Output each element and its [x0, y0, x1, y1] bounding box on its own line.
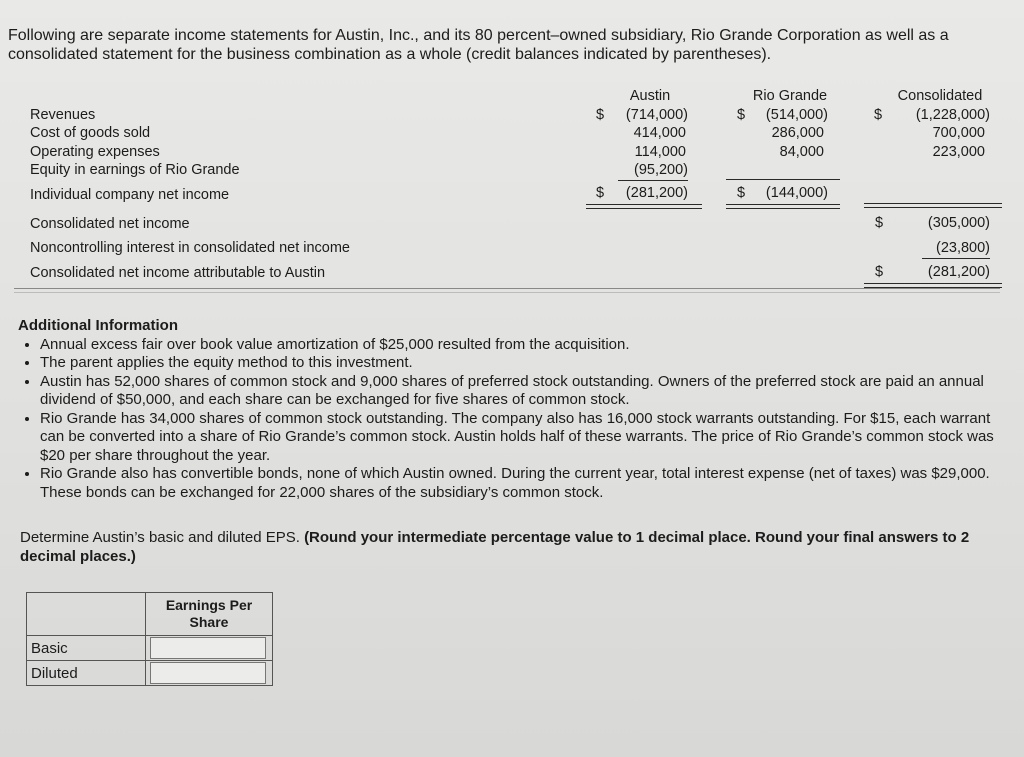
- row-label-attributable-to-austin: Consolidated net income attributable to Austin: [30, 265, 326, 281]
- question-prompt: [20, 528, 1000, 566]
- austin-revenues: (714,000): [625, 107, 688, 123]
- cons-cogs: 700,000: [932, 125, 985, 141]
- cons-opex: 223,000: [932, 144, 985, 160]
- eps-row-label-diluted: Diluted: [27, 661, 146, 686]
- cons-revenues: (1,228,000): [915, 107, 990, 123]
- austin-opex: 114,000: [634, 144, 686, 160]
- rio-opex: 84,000: [779, 144, 824, 160]
- info-bullet-3: • Austin has 52,000 shares of common stock and 9,000 shares of preferred stock outstanding. Owners of the preferred stock are paid an annual dividend of $50,000, and each share can be exchanged for five shares of common stock.: [40, 373, 1008, 410]
- row-label-individual-net-income: Individual company net income: [30, 187, 230, 203]
- rio-net-income: (144,000): [765, 185, 828, 201]
- rio-double-underline: [726, 204, 840, 209]
- cons-revenues-dollar: $: [874, 107, 883, 123]
- col-header-rio-grande: Rio Grande: [752, 88, 828, 104]
- cons-net-income-dollar: $: [875, 215, 884, 231]
- austin-revenues-dollar: $: [596, 107, 605, 123]
- austin-equity-earnings: (95,200): [618, 161, 688, 181]
- info-bullet-2: • The parent applies the equity method to this investment.: [40, 354, 1008, 373]
- info-bullet-1: • Annual excess fair over book value amortization of $25,000 resulted from the acquisition.: [40, 336, 1008, 355]
- income-statement-table: [0, 0, 1024, 290]
- info-bullet-4: • Rio Grande has 34,000 shares of common stock outstanding. The company also has 16,000 stock warrants outstanding. For $15, each warrant can be converted into a share of Rio Grande’s common stock. Austin holds half of these warrants. The price of Rio Grande’s common stock was $20 per share throughout the year.: [40, 410, 1008, 466]
- row-label-equity-earnings: Equity in earnings of Rio Grande: [30, 162, 240, 178]
- rio-revenues-dollar: $: [737, 107, 746, 123]
- col-header-consolidated: Consolidated: [897, 88, 983, 104]
- row-label-cogs: Cost of goods sold: [30, 125, 151, 141]
- additional-info-list: [18, 336, 1008, 503]
- row-label-consolidated-net-income: Consolidated net income: [30, 216, 190, 232]
- question-text: Determine Austin’s basic and diluted EPS.: [20, 529, 300, 546]
- rio-net-income-dollar: $: [737, 185, 746, 201]
- row-label-noncontrolling-interest: Noncontrolling interest in consolidated net income: [30, 240, 350, 256]
- basic-eps-input[interactable]: [150, 637, 266, 659]
- cons-noncontrolling: (23,800): [922, 239, 990, 259]
- info-bullet-5: • Rio Grande also has convertible bonds, none of which Austin owned. During the current year, total interest expense (net of taxes) was $29,000. These bonds can be exchanged for 22,000 shares of the subsidiary’s common stock.: [40, 465, 1008, 502]
- eps-column-header: Earnings Per Share: [146, 593, 273, 636]
- austin-cogs: 414,000: [633, 125, 686, 141]
- cons-net-income: (305,000): [927, 215, 990, 231]
- row-label-opex: Operating expenses: [30, 144, 160, 160]
- row-label-revenues: Revenues: [30, 107, 96, 123]
- austin-double-underline: [586, 204, 702, 209]
- eps-row-label-basic: Basic: [27, 636, 146, 661]
- eps-table-corner: [27, 593, 146, 636]
- austin-net-income-dollar: $: [596, 185, 605, 201]
- cons-attrib-dollar: $: [875, 264, 884, 280]
- rio-revenues: (514,000): [765, 107, 828, 123]
- rio-single-underline: [726, 179, 840, 180]
- rio-cogs: 286,000: [771, 125, 824, 141]
- eps-basic-cell: [146, 636, 273, 661]
- cons-attrib-austin: (281,200): [927, 264, 990, 280]
- diluted-eps-input[interactable]: [150, 662, 266, 684]
- additional-information: [18, 317, 1008, 502]
- eps-diluted-cell: [146, 661, 273, 686]
- col-header-austin: Austin: [629, 88, 671, 104]
- additional-info-title: Additional Information: [18, 317, 178, 334]
- section-divider: [14, 288, 1000, 293]
- austin-net-income: (281,200): [625, 185, 688, 201]
- cons-top-underline: [864, 203, 1002, 208]
- eps-answer-table: [26, 592, 273, 686]
- intro-paragraph: Following are separate income statements for Austin, Inc., and its 80 percent–owned subsidiary, Rio Grande Corporation as well as a consolidated statement for the business combination as a whole (credit balances indicated by parentheses).: [8, 27, 949, 63]
- question-rounding-note: (Round your intermediate percentage value to 1 decimal place. Round your final answers to 2 decimal places.): [20, 529, 970, 565]
